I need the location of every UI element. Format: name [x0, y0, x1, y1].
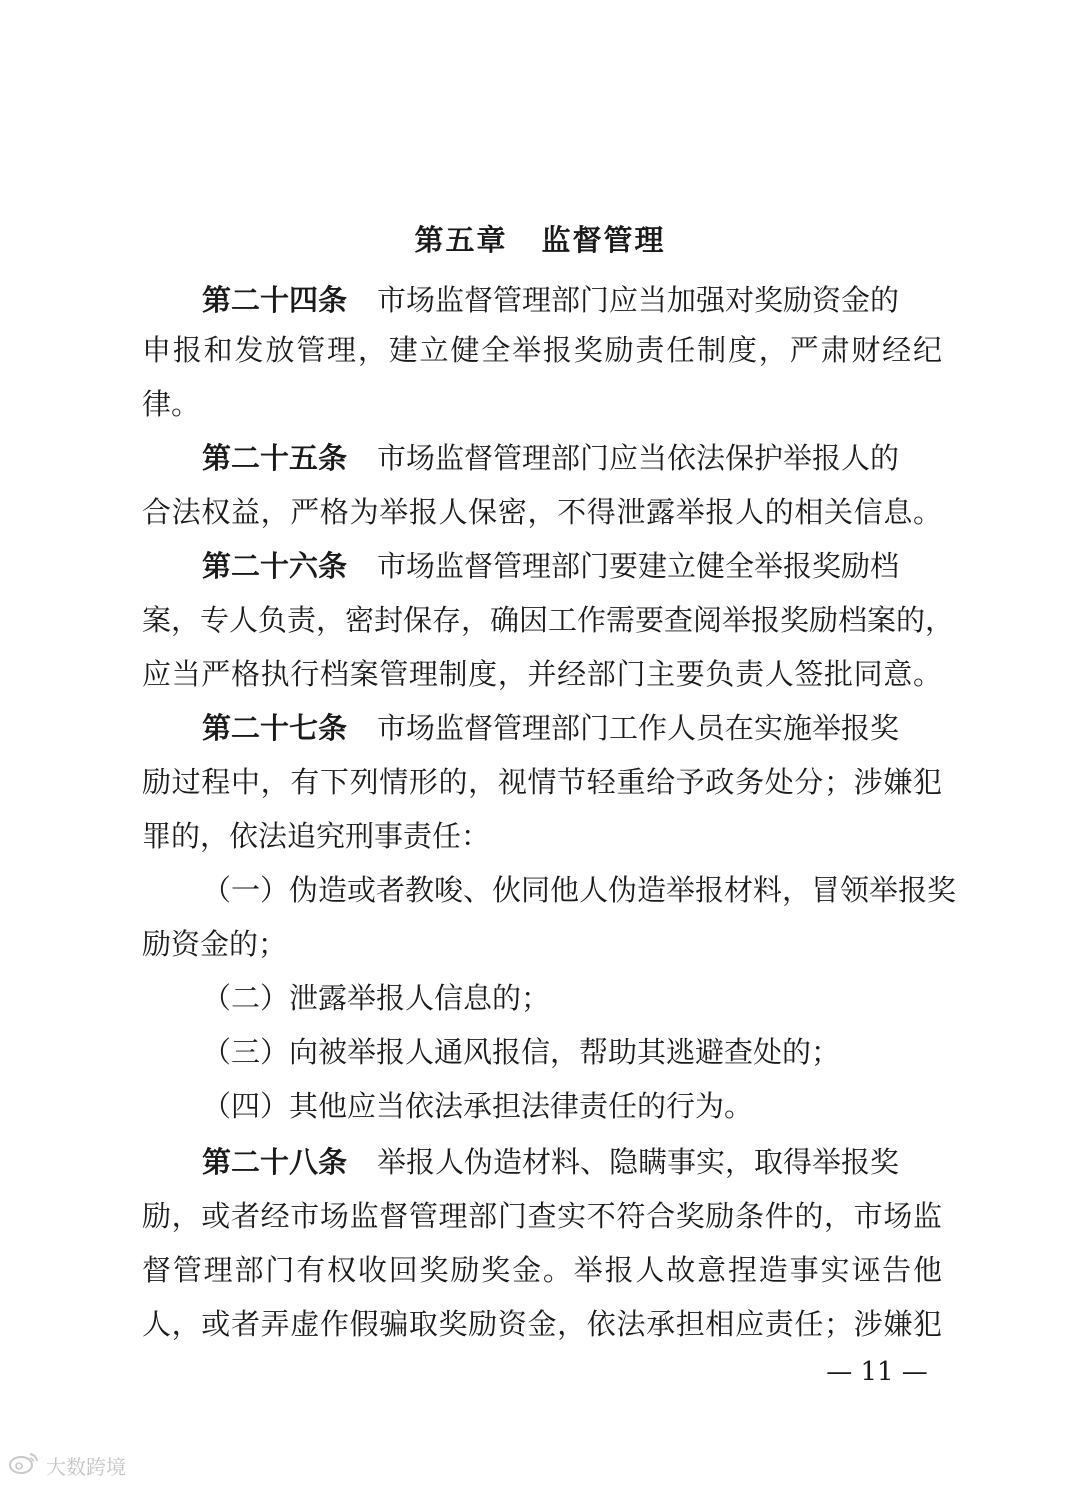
list-item-3-line: （三）向被举报人通风报信，帮助其逃避查处的； — [202, 1035, 841, 1069]
paragraph-text: 举报人伪造材料、隐瞒事实，取得举报奖 — [377, 1145, 900, 1179]
article-label: 第二十八条 — [202, 1145, 348, 1179]
paragraph-line: 案，专人负责，密封保存，确因工作需要查阅举报奖励档案的， — [142, 603, 955, 637]
paragraph-line: 罪的，依法追究刑事责任： — [142, 819, 491, 853]
paragraph-line: 督管理部门有权收回奖励奖金。举报人故意捏造事实诬告他 — [142, 1253, 942, 1287]
article-28-heading-line — [142, 1140, 942, 1184]
watermark-text: 大数跨境 — [46, 1454, 126, 1479]
paragraph-text: 市场监督管理部门要建立健全举报奖励档 — [377, 549, 900, 583]
paragraph-line: 应当严格执行档案管理制度，并经部门主要负责人签批同意。 — [142, 657, 942, 691]
paragraph-text: 市场监督管理部门工作人员在实施举报奖 — [377, 711, 900, 745]
article-24-heading-line — [142, 278, 942, 322]
paragraph-text: 市场监督管理部门应当依法保护举报人的 — [377, 441, 900, 475]
chapter-title — [0, 218, 1080, 259]
page-number: — 11 — — [826, 1357, 928, 1387]
chapter-number: 第五章 — [414, 223, 508, 257]
weibo-logo-icon — [8, 1450, 42, 1481]
article-27-heading-line — [142, 706, 942, 750]
watermark — [8, 1450, 126, 1480]
paragraph-line: 律。 — [142, 387, 201, 421]
paragraph-line: 励过程中，有下列情形的，视情节轻重给予政务处分；涉嫌犯 — [142, 765, 942, 799]
paragraph-line: 励，或者经市场监督管理部门查实不符合奖励条件的，市场监 — [142, 1199, 942, 1233]
paragraph-line: 励资金的； — [142, 927, 288, 961]
article-label: 第二十四条 — [202, 283, 348, 317]
article-25-heading-line — [142, 436, 942, 480]
paragraph-line: 合法权益，严格为举报人保密，不得泄露举报人的相关信息。 — [142, 495, 942, 529]
article-label: 第二十六条 — [202, 549, 348, 583]
list-item-4-line: （四）其他应当依法承担法律责任的行为。 — [202, 1089, 754, 1123]
paragraph-line: 人，或者弄虚作假骗取奖励资金，依法承担相应责任；涉嫌犯 — [142, 1307, 942, 1341]
list-item-2-line: （二）泄露举报人信息的； — [202, 981, 551, 1015]
paragraph-line: 申报和发放管理，建立健全举报奖励责任制度，严肃财经纪 — [142, 333, 942, 367]
paragraph-text: 市场监督管理部门应当加强对奖励资金的 — [377, 283, 900, 317]
chapter-name: 监督管理 — [541, 223, 666, 257]
article-label: 第二十五条 — [202, 441, 348, 475]
list-item-1-line: （一）伪造或者教唆、伙同他人伪造举报材料，冒领举报奖 — [202, 873, 957, 907]
article-26-heading-line — [142, 544, 942, 588]
article-label: 第二十七条 — [202, 711, 348, 745]
